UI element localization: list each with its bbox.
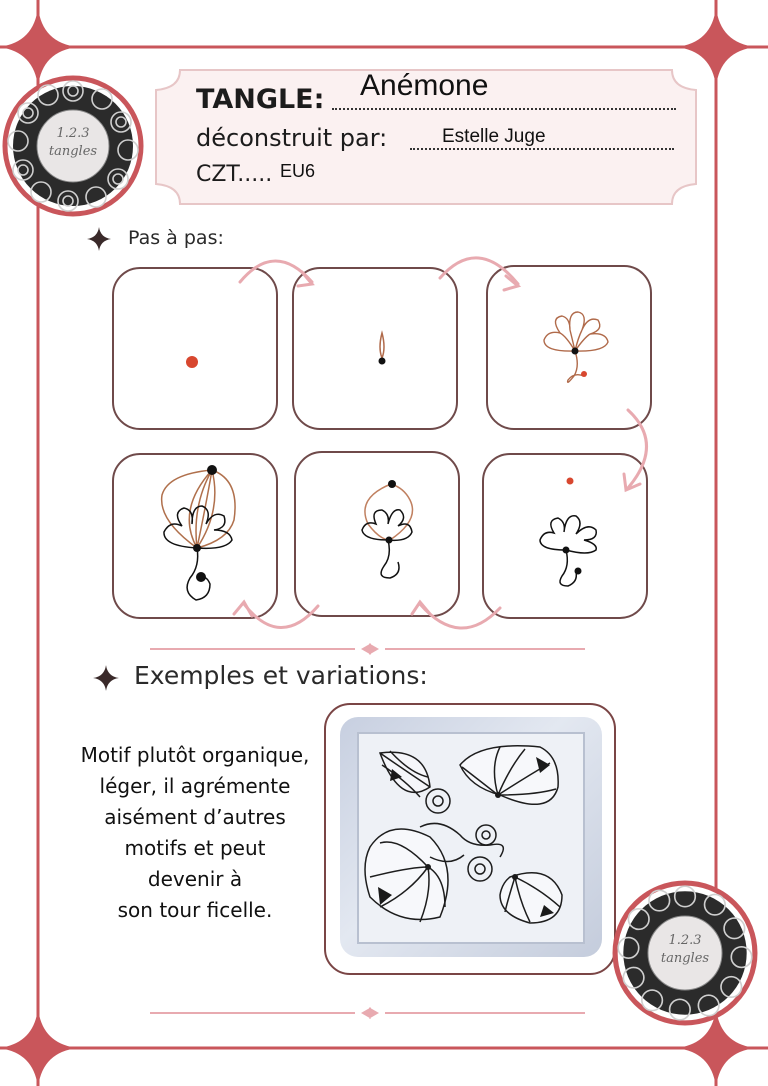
step-tile-2 <box>292 267 458 430</box>
logo-badge-bottom <box>612 880 758 1026</box>
logo-text-line1: 1.2.3 <box>56 126 90 141</box>
description-line: motifs et peut <box>124 836 266 860</box>
four-point-star-icon <box>86 226 112 252</box>
header-box <box>152 66 700 208</box>
tangle-label: TANGLE: <box>196 84 325 115</box>
examples-title: Exemples et variations: <box>134 661 428 690</box>
logo-text-line2: tangles <box>48 144 98 159</box>
description-line: léger, il agrémente <box>99 774 291 798</box>
czt-label: CZT..... <box>196 162 273 187</box>
step-tile-3 <box>486 265 652 430</box>
deconstructed-label: déconstruit par: <box>196 124 388 152</box>
author-dotted-line <box>410 148 674 150</box>
steps-title: Pas à pas: <box>128 227 224 249</box>
four-point-star-icon <box>92 664 120 692</box>
examples-description <box>60 740 330 926</box>
step-tile-5 <box>294 451 460 617</box>
step-tile-4 <box>112 453 278 619</box>
tangle-name: Anémone <box>360 69 489 102</box>
czt-value: EU6 <box>280 161 316 181</box>
description-line: son tour ficelle. <box>117 898 273 922</box>
step-tile-6 <box>482 453 648 619</box>
author-name: Estelle Juge <box>442 126 546 147</box>
example-tangle-image <box>340 717 602 957</box>
tangle-dotted-line <box>332 108 676 110</box>
step-tile-1 <box>112 267 278 430</box>
logo-text-line2: tangles <box>660 951 710 966</box>
description-line: devenir à <box>147 867 243 891</box>
logo-text-line1: 1.2.3 <box>668 933 702 948</box>
example-photo <box>340 717 602 957</box>
description-line: aisément d’autres <box>104 805 286 829</box>
description-line: Motif plutôt organique, <box>80 743 310 767</box>
logo-badge-top <box>2 75 144 217</box>
